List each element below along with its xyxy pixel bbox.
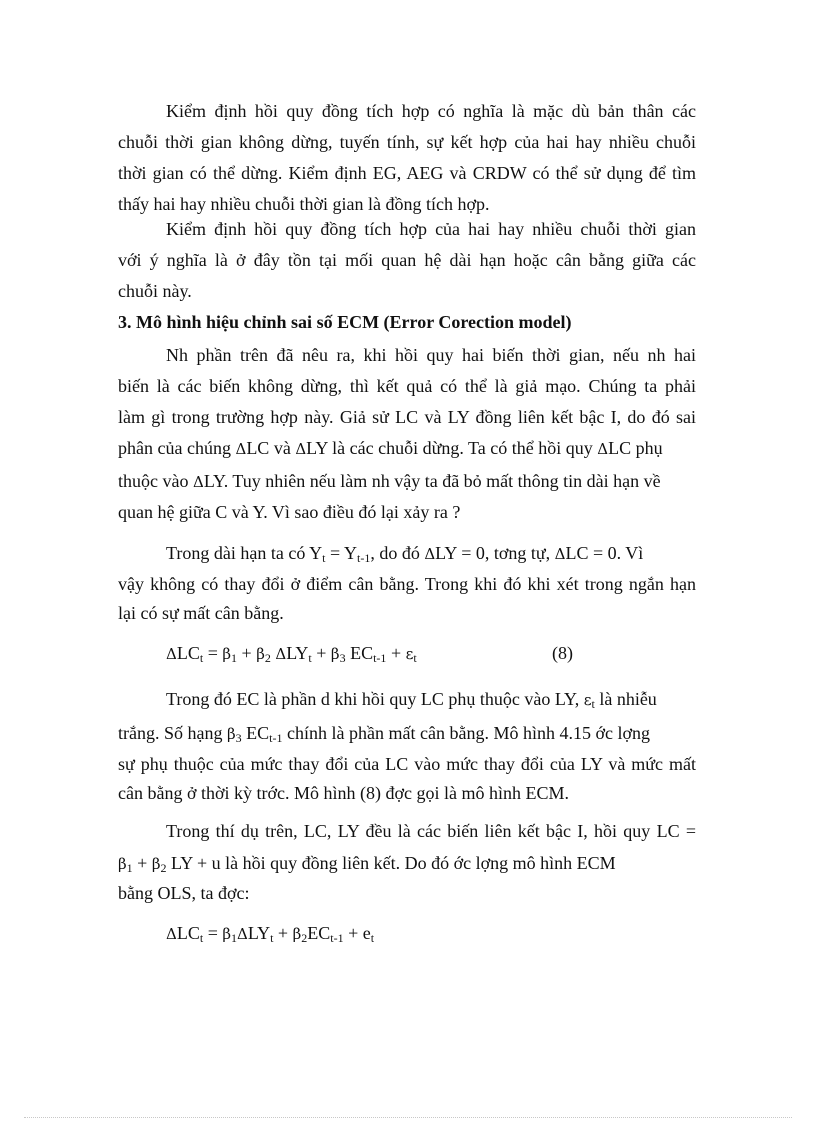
text-line: trắng. Số hạng $\beta_3$ $EC_{t-1}$ chính là phần mất cân bằng. Mô hình 4.15 ớc lợng <box>118 723 650 745</box>
text-line: chuỗi này. <box>118 281 192 301</box>
equation-estimated-ecm: $\Delta LC_t = \beta_1\Delta LY_t + \beta_2EC_{t-1} + e_t$ <box>166 923 375 945</box>
section-heading: 3. Mô hình hiệu chỉnh sai số ECM (Error Corection model) <box>118 312 572 332</box>
delta-symbol: Δ <box>295 440 307 458</box>
text-line: thấy hai hay nhiều chuỗi thời gian là đồng tích hợp. <box>118 194 490 214</box>
text-line: thuộc vào ΔLY. Tuy nhiên nếu làm nh vậy ta đã bỏ mất thông tin dài hạn về <box>118 471 661 491</box>
text-line: thời gian có thể dừng. Kiểm định EG, AEG và CRDW có thể sử dụng để tìm <box>118 163 696 183</box>
text-line: $\beta_1 + \beta_2$ LY + u là hồi quy đồng liên kết. Do đó ớc lợng mô hình ECM <box>118 853 616 875</box>
delta-symbol: Δ <box>597 440 609 458</box>
text-line: Trong dài hạn ta có $Y_t = Y_{t-1}$, do đó ΔLY = 0, tơng tự, ΔLC = 0. Vì <box>166 543 644 565</box>
delta-symbol: Δ <box>235 440 247 458</box>
text-line: làm gì trong trường hợp này. Giả sử LC và LY đồng liên kết bậc I, do đó sai <box>118 407 696 427</box>
text-line: với ý nghĩa là ở đây tồn tại mối quan hệ dài hạn hoặc cân bằng giữa các <box>118 250 696 270</box>
text-line: chuỗi thời gian không dừng, tuyến tính, sự kết hợp của hai hay nhiều chuỗi <box>118 132 696 152</box>
equation-number: (8) <box>552 643 573 663</box>
page-bottom-divider <box>24 1117 792 1118</box>
text-line: phân của chúng ΔLC và ΔLY là các chuỗi dừng. Ta có thể hồi quy ΔLC phụ <box>118 438 663 458</box>
text-line: biến là các biến không dừng, thì kết quả có thể là giả mạo. Chúng ta phải <box>118 376 696 396</box>
text-line: Trong đó EC là phần d khi hồi quy LC phụ thuộc vào LY, $\varepsilon_t$ là nhiễu <box>166 689 657 711</box>
delta-symbol: Δ <box>424 545 436 563</box>
delta-symbol: Δ <box>192 473 204 491</box>
equation-8: $\Delta LC_t = \beta_1 + \beta_2$ $\Delta LY_t + \beta_3$ $EC_{t-1} + \varepsilon_t$ <box>166 643 417 665</box>
text-line: vậy không có thay đổi ở điểm cân bằng. Trong khi đó khi xét trong ngắn hạn <box>118 574 696 594</box>
text-line: Nh phần trên đã nêu ra, khi hồi quy hai biến thời gian, nếu nh hai <box>166 345 696 365</box>
text-line: Kiểm định hồi quy đồng tích hợp có nghĩa là mặc dù bản thân các <box>166 101 696 121</box>
delta-symbol: Δ <box>554 545 566 563</box>
text-line: bằng OLS, ta đợc: <box>118 883 250 903</box>
text-line: Kiểm định hồi quy đồng tích hợp của hai hay nhiều chuỗi thời gian <box>166 219 696 239</box>
text-line: quan hệ giữa C và Y. Vì sao điều đó lại xảy ra ? <box>118 502 461 522</box>
text-line: cân bằng ở thời kỳ trớc. Mô hình (8) đợc gọi là mô hình ECM. <box>118 783 570 803</box>
text-line: lại có sự mất cân bằng. <box>118 603 284 623</box>
text-line: Trong thí dụ trên, LC, LY đều là các biến liên kết bậc I, hồi quy LC = <box>166 821 696 841</box>
text-line: sự phụ thuộc của mức thay đổi của LC vào mức thay đổi của LY và mức mất <box>118 754 696 774</box>
